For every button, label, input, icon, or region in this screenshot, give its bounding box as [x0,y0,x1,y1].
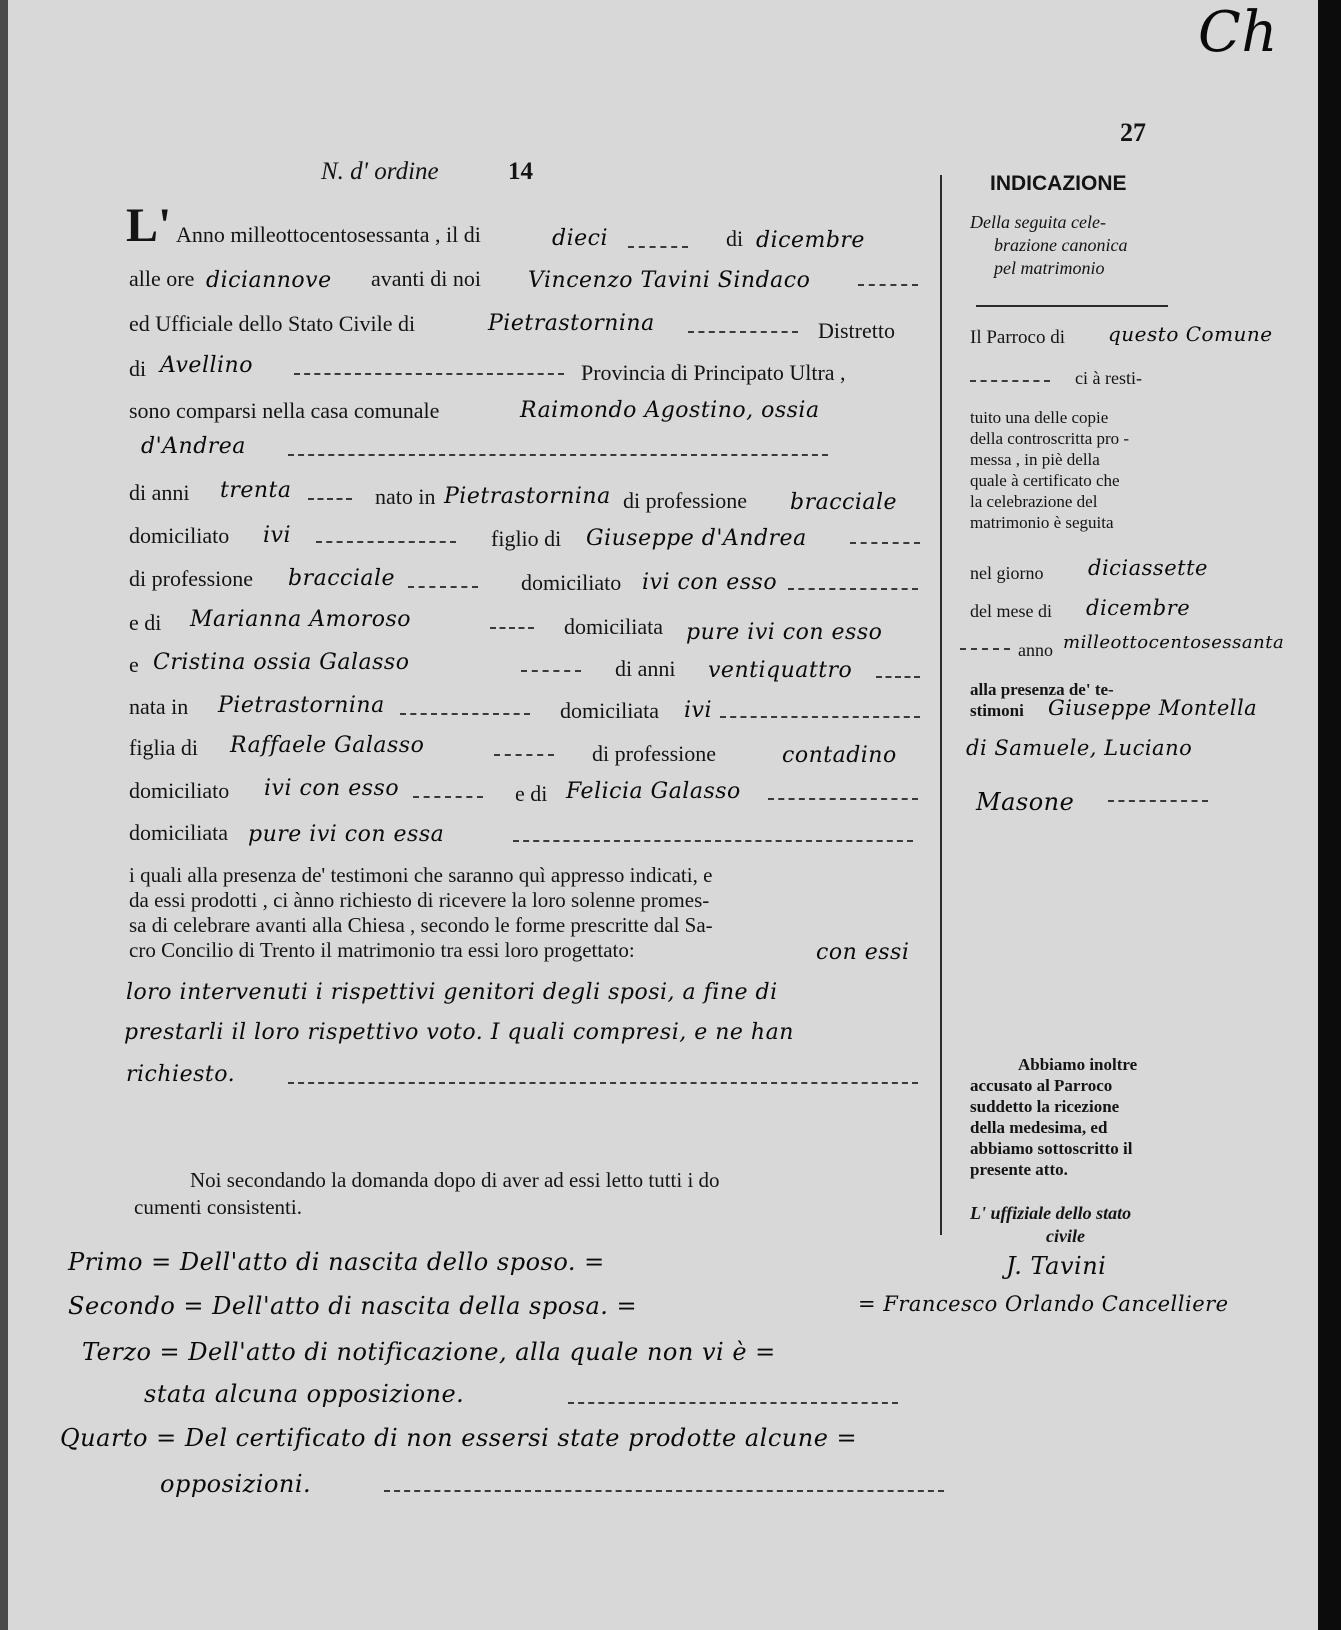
side-uff-1: L' uffiziale dello stato [970,1203,1132,1223]
hand-doc-4: stata alcuna opposizione. [144,1380,465,1408]
line11-text-a: e [129,652,139,677]
hand-mese: dicembre [1086,596,1191,620]
hand-padre-sposa: Raffaele Galasso [230,733,425,758]
line3-text-a: ed Ufficiale dello Stato Civile di [129,311,416,336]
hand-padre: Giuseppe d'Andrea [586,526,807,551]
noi-line-2: cumenti consistenti. [134,1195,302,1219]
blank-line [970,380,1050,382]
hand-prof-padre-sposa: contadino [782,743,897,768]
hand-dom-sposo: ivi [263,523,292,548]
hand-doc-3: Terzo = Dell'atto di notificazione, alla quale non vi è = [82,1338,776,1366]
line14-text-b: e di [515,781,548,806]
hand-distretto: Avellino [160,353,253,378]
hand-dom-madre: pure ivi con esso [686,620,883,645]
side-acc-1: Abbiamo inoltre [1018,1055,1138,1074]
hand-sposa: Cristina ossia Galasso [153,650,410,675]
side-sub-2: brazione canonica [994,235,1128,255]
side-sub-3: pel matrimonio [994,258,1105,278]
blank-line [1108,800,1208,802]
hand-anni-sposa: ventiquattro [708,658,853,683]
side-acc-2: accusato al Parroco [970,1076,1113,1095]
hand-add-3: prestarli il loro rispettivo voto. I quali compresi, e ne han [124,1020,794,1045]
hand-testimoni-1: Giuseppe Montella [1048,696,1258,720]
side-p1: tuito una delle copie [970,408,1109,427]
hand-madre: Marianna Amoroso [190,607,412,632]
hand-hour: diciannove [206,268,332,293]
blank-line [490,627,534,629]
page-left-edge [0,0,8,1630]
hand-sposo-1: Raimondo Agostino, ossia [520,398,820,423]
drop-cap: L' [126,199,172,252]
line2-text-b: avanti di noi [371,266,481,291]
line11-text-b: di anni [615,656,676,681]
line7-text-a: di anni [129,480,190,505]
line8-text-a: domiciliato [129,523,230,548]
blank-line [568,1402,898,1404]
line9-text-b: domiciliato [521,570,622,595]
blank-line [288,1082,918,1084]
line1-text-b: di [726,226,744,251]
side-acc-3: suddetto la ricezione [970,1097,1120,1116]
blank-line [960,648,1010,650]
hand-doc-5: Quarto = Del certificato di non essersi state prodotte alcune = [60,1424,858,1452]
blank-line [308,498,352,500]
blank-line [720,716,920,718]
line4-text-a: di [129,356,147,381]
hand-dom-madre-sposa: pure ivi con essa [248,822,445,847]
para-line-4: cro Concilio di Trento il matrimonio tra essi loro progettato: [129,938,635,962]
side-p5: la celebrazione del [970,492,1098,511]
blank-line [400,713,530,715]
side-pres-2: stimoni [970,701,1024,720]
hand-firma-cancelliere: = Francesco Orlando Cancelliere [858,1292,1229,1316]
line4-text-b: Provincia di Principato Ultra , [581,360,846,385]
blank-line [288,454,828,456]
ordine-number: 14 [508,158,533,185]
hand-prof-padre: bracciale [288,566,396,591]
line7-text-b: nato in [375,484,436,509]
side-p2: della controscritta pro - [970,429,1130,448]
hand-anni-sposo: trenta [220,478,292,503]
side-anno-label: anno [1018,640,1053,660]
line12-text-a: nata in [129,694,189,719]
hand-dom-padre-sposa: ivi con esso [264,776,400,801]
blank-line [521,670,581,672]
hand-nato: Pietrastornina [444,484,611,509]
side-giorno-label: nel giorno [970,563,1044,583]
line5-text-a: sono comparsi nella casa comunale [129,398,440,423]
line9-text-a: di professione [129,566,254,591]
side-acc-5: abbiamo sottoscritto il [970,1139,1133,1158]
corner-signature: Ch [1198,0,1278,65]
para-line-3: sa di celebrare avanti alla Chiesa , secondo le forme prescritte dal Sa- [129,913,713,937]
hand-anno: milleottocentosessanta [1063,632,1285,653]
ordine-label: N. d' ordine [321,158,439,185]
hand-giorno: diciassette [1088,556,1208,580]
side-p3: messa , in piè della [970,450,1100,469]
blank-line [876,676,920,678]
hand-dom-padre: ivi con esso [642,570,778,595]
column-divider [940,175,942,1235]
line13-text-b: di professione [592,741,717,766]
hand-luogo: Pietrastornina [488,311,655,336]
hand-add-1: con essi [816,940,910,965]
hand-testimoni-3: Masone [976,788,1075,816]
blank-line [513,840,913,842]
line8-text-b: figlio di [491,526,562,551]
blank-line [384,1490,944,1492]
side-mese-label: del mese di [970,601,1052,621]
para-line-2: da essi prodotti , ci ànno richiesto di ricevere la loro solenne promes- [129,888,710,912]
register-page [8,0,1318,1630]
hand-madre-sposa: Felicia Galasso [566,779,741,804]
blank-line [788,588,918,590]
side-p4: quale à certificato che [970,471,1120,490]
hand-sposo-2: d'Andrea [141,434,246,459]
blank-line [768,798,918,800]
line13-text-a: figlia di [129,735,199,760]
side-acc-6: presente atto. [970,1160,1068,1179]
blank-line [316,541,456,543]
hand-doc-2: Secondo = Dell'atto di nascita della sposa. = [68,1292,638,1320]
line10-text-a: e di [129,610,162,635]
side-parroco-label: Il Parroco di [970,327,1065,348]
hand-doc-1: Primo = Dell'atto di nascita dello sposo. = [68,1248,605,1276]
side-title: INDICAZIONE [990,172,1127,195]
hand-prof-sposo: bracciale [790,490,898,515]
line1-text-a: Anno milleottocentosessanta , il di [176,222,481,247]
hand-month: dicembre [756,228,865,253]
blank-line [413,796,483,798]
hand-dom-sposa: ivi [684,698,713,723]
line2-text-a: alle ore [129,266,195,291]
para-line-1: i quali alla presenza de' testimoni che saranno quì appresso indicati, e [129,863,713,887]
side-acc-4: della medesima, ed [970,1118,1108,1137]
blank-line [858,284,918,286]
hand-add-2: loro intervenuti i rispettivi genitori degli sposi, a fine di [126,980,778,1005]
line10-text-b: domiciliata [564,614,663,639]
hand-day: dieci [552,226,608,251]
hand-testimoni-2: di Samuele, Luciano [966,736,1193,760]
line14-text-a: domiciliato [129,778,230,803]
side-restituito: ci à resti- [1075,368,1142,388]
page-right-edge [1318,0,1341,1630]
blank-line [408,586,478,588]
side-sub-1: Della seguita cele- [970,212,1106,232]
hand-nata: Pietrastornina [218,693,385,718]
noi-line-1: Noi secondando la domanda dopo di aver ad essi letto tutti i do [190,1168,720,1192]
blank-line [688,331,798,333]
side-pres-1: alla presenza de' te- [970,680,1114,699]
blank-line [628,246,688,248]
blank-line [294,373,564,375]
hand-firma: J. Tavini [1006,1252,1107,1280]
side-p6: matrimonio è seguita [970,513,1114,532]
hand-parroco: questo Comune [1108,322,1273,346]
blank-line [850,542,920,544]
page-number: 27 [1120,118,1146,147]
side-rule [976,305,1168,307]
line3-text-b: Distretto [818,318,895,343]
line12-text-b: domiciliata [560,698,659,723]
line7-text-c: di professione [623,488,748,513]
side-uff-2: civile [1046,1226,1085,1246]
hand-sindaco: Vincenzo Tavini Sindaco [528,268,811,293]
hand-doc-6: opposizioni. [160,1470,312,1498]
hand-add-4: richiesto. [126,1062,236,1087]
line15-text-a: domiciliata [129,820,228,845]
blank-line [494,754,554,756]
